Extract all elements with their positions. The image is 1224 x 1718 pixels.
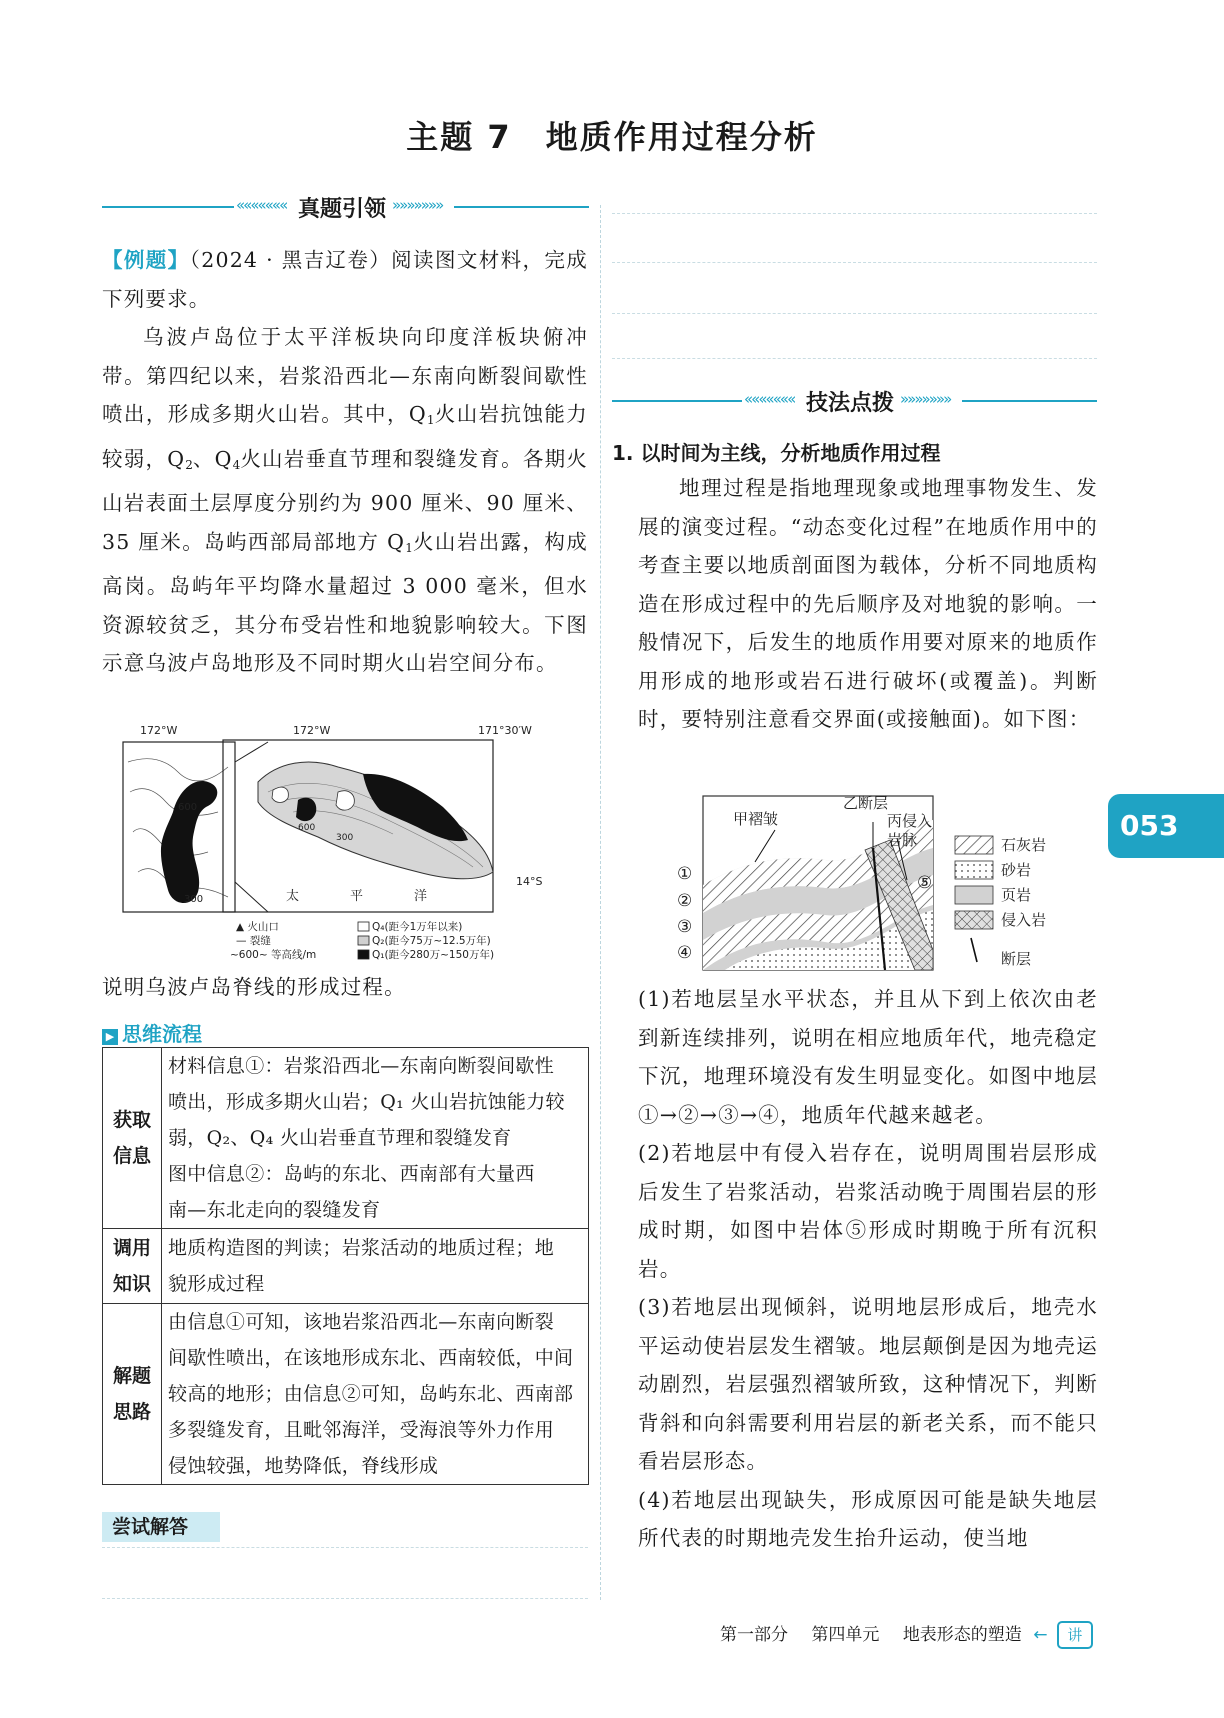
method-intro: 地理过程是指地理现象或地理事物发生、发展的演变过程。“动态变化过程”在地质作用中的考查主要以地质剖面图为载体，分析不同地质构造在形成过程中的先后顺序及对地貌的影响。一般情况下，后发生的地质作用要对原来的地质作用形成的地形或岩石进行破坏(或覆盖)。判断时，要特别注意看交界面(或接触面)。如下图： [638, 476, 1098, 731]
contour-label: 600 [298, 823, 316, 833]
layer-label: ② [677, 891, 693, 911]
row-head: 调用知识 [103, 1229, 162, 1304]
note-line [612, 358, 1097, 359]
contour-label: 600 [178, 802, 198, 813]
ocean-label: 太 [286, 889, 300, 904]
map-lat-label: 14°S [516, 875, 543, 888]
point-title: 1. 以时间为主线，分析地质作用过程 [612, 441, 941, 465]
row-body: 由信息①可知，该地岩浆沿西北—东南向断裂 间歇性喷出，在该地形成东北、西南较低，中间 较高的地形；由信息②可知，岛屿东北、西南部 多裂缝发育，且毗邻海洋，受海浪等外力作用 侵蚀较强，地势降低，脊线形成 [162, 1304, 589, 1485]
footer [720, 1620, 1111, 1649]
vein-label: 岩脉 [887, 831, 918, 849]
example-source: （2024 · 黑吉辽卷）阅读图文材料，完成下列要求。 [102, 248, 588, 311]
section-header-methods: ««««««« 技法点拨 »»»»»»» [612, 386, 1097, 416]
note-line [612, 313, 1097, 314]
contour-label: 300 [336, 833, 354, 843]
try-answer-label: 尝试解答 [102, 1512, 220, 1542]
map-lon-label: 172°W [140, 724, 178, 737]
lecture-icon: 讲 [1057, 1621, 1093, 1649]
footer-unit: 第四单元 [811, 1625, 880, 1645]
intrusion-label: 丙侵入 [887, 812, 933, 830]
page-number: 053 [1108, 794, 1224, 858]
column-divider [600, 205, 601, 1600]
footer-part: 第一部分 [720, 1625, 788, 1645]
table-row [103, 1229, 589, 1304]
row-body: 材料信息①：岩浆沿西北—东南向断裂间歇性 喷出，形成多期火山岩；Q₁ 火山岩抗蚀能力较 弱，Q₂、Q₄ 火山岩垂直节理和裂缝发育 图中信息②：岛屿的东北、西南部有大量西 南—东北走向的裂缝发育 [162, 1048, 589, 1229]
section-header-real-questions: ««««««« 真题引领 »»»»»»» [102, 192, 589, 222]
island-map-figure [118, 722, 554, 962]
legend-item: 石灰岩 [1001, 836, 1047, 854]
method-item-1: (1)若地层呈水平状态，并且从下到上依次由老到新连续排列，说明在相应地质年代，地壳稳定下沉，地理环境没有发生明显变化。如图中地层 ①→②→③→④，地质年代越来越老。 [638, 987, 1098, 1127]
section-title: 真题引领 [298, 197, 387, 222]
legend-item: Q₁(距今280万~150万年) [372, 949, 495, 961]
answer-line [102, 1598, 588, 1599]
method-item-3: (3)若地层出现倾斜，说明地层形成后，地壳水平运动使岩层发生褶皱。地层颠倒是因为地壳运动剧烈，岩层强烈褶皱所致，这种情况下，判断背斜和向斜需要利用岩层的新老关系，而不能只看岩层形态。 [638, 1295, 1098, 1473]
contour-label: 300 [184, 894, 204, 905]
think-flow-title: ▶ 思维流程 [102, 1018, 202, 1047]
row-head: 解题思路 [103, 1304, 162, 1485]
map-lon-label: 172°W [293, 724, 331, 737]
method-item-2: (2)若地层中有侵入岩存在，说明周围岩层形成后发生了岩浆活动，岩浆活动晚于周围岩层的形成时期，如图中岩体⑤形成时期晚于所有沉积岩。 [638, 1141, 1098, 1281]
legend-item: Q₄(距今1万年以来) [372, 921, 463, 933]
fault-label: 乙断层 [843, 794, 889, 812]
layer-label: ③ [677, 917, 693, 937]
geologic-section-figure [665, 790, 1075, 972]
play-icon: ▶ [102, 1029, 118, 1045]
page-title: 主题 7 地质作用过程分析 [406, 118, 818, 156]
legend-item: Q₂(距今75万~12.5万年) [372, 935, 491, 947]
layer-label: ① [677, 864, 693, 884]
think-flow-table [102, 1047, 589, 1485]
legend-item: 侵入岩 [1001, 911, 1047, 929]
legend-item: ▲ 火山口 [236, 921, 279, 933]
map-lon-label: 171°30′W [478, 724, 532, 737]
row-head: 获取信息 [103, 1048, 162, 1229]
example-block [102, 241, 588, 683]
example-tag: 【例题】 [102, 248, 190, 272]
ocean-label: 平 [350, 889, 364, 904]
arrow-left-icon: ← [1033, 1625, 1048, 1645]
answer-line [102, 1547, 588, 1548]
method-items [638, 980, 1098, 1558]
legend-item: ~600~ 等高线/m [230, 949, 317, 961]
question-text: 说明乌波卢岛脊线的形成过程。 [102, 975, 406, 999]
method-item-4: (4)若地层出现缺失，形成原因可能是缺失地层所代表的时期地壳发生抬升运动，使当地 [638, 1487, 1098, 1550]
note-line [612, 262, 1097, 263]
row-body: 地质构造图的判读；岩浆活动的地质过程；地 貌形成过程 [162, 1229, 589, 1304]
footer-topic: 地表形态的塑造 [902, 1625, 1022, 1645]
legend-item: 断层 [1001, 950, 1032, 968]
legend-item: 页岩 [1001, 886, 1032, 904]
layer-label: ④ [677, 943, 693, 963]
table-row [103, 1304, 589, 1485]
fold-label: 甲褶皱 [733, 810, 779, 828]
legend-item: — 裂缝 [236, 935, 271, 947]
section-title: 技法点拨 [806, 391, 895, 416]
ocean-label: 洋 [414, 889, 428, 904]
layer-label: ⑤ [917, 873, 933, 893]
example-material: 乌波卢岛位于太平洋板块向印度洋板块俯冲带。第四纪以来，岩浆沿西北—东南向断裂间歇性喷出，形成多期火山岩。其中，$Q_1$火山岩抗蚀能力较弱，$Q_2$、$Q_4$火山岩垂直节理和裂缝发育。各期火山岩表面土层厚度分别约为 900 厘米、90 厘米、35 厘米。岛屿西部局部地方 $Q_1$火山岩出露，构成高岗。岛屿年平均降水量超过 3 000 毫米，但水资源较贫乏，其分布受岩性和地貌影响较大。下图示意乌波卢岛地形及不同时期火山岩空间分布。 [102, 325, 589, 675]
legend-item: 砂岩 [1001, 861, 1032, 879]
table-row [103, 1048, 589, 1229]
note-line [612, 213, 1097, 214]
